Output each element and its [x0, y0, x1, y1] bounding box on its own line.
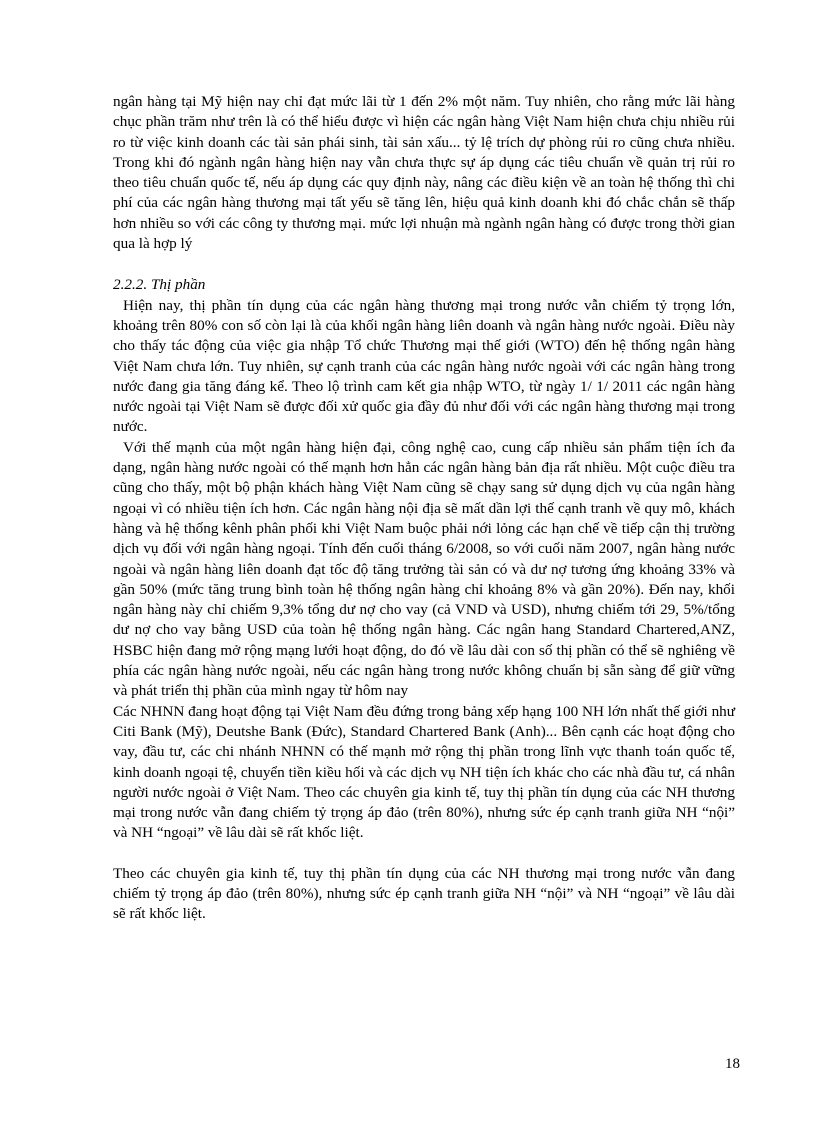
- paragraph-foreign-bank-branches: Các NHNN đang hoạt động tại Việt Nam đều đứng trong bảng xếp hạng 100 NH lớn nhất thế giới như Citi Bank (Mỹ), Deutshe Bank (Đức), Standard Chartered Bank (Anh)... Bên cạnh các hoạt động cho vay, đầu tư, các chi nhánh NHNN có thế mạnh mở rộng thị phần trong lĩnh vực thanh toán quốc tế, kinh doanh ngoại tệ, chuyển tiền kiều hối và các dịch vụ NH tiện ích khác cho các nhà đầu tư, cá nhân người nước ngoài ở Việt Nam. Theo các chuyên gia kinh tế, tuy thị phần tín dụng của các NH thương mại trong nước vẫn đang chiếm tỷ trọng áp đảo (trên 80%), nhưng sức ép cạnh tranh giữa NH “nội” và NH “ngoại” về lâu dài sẽ rất khốc liệt.: [113, 702, 735, 842]
- paragraph-bank-profit: ngân hàng tại Mỹ hiện nay chỉ đạt mức lãi từ 1 đến 2% một năm. Tuy nhiên, cho rằng mức lãi hàng chục phần trăm như trên là có thể hiểu được vì hiện các ngân hàng Việt Nam hiện chưa chịu nhiều rủi ro từ việc kinh doanh các tài sản phái sinh, tài sản xấu... tỷ lệ trích dự phòng rủi ro cũng chưa nhiều. Trong khi đó ngành ngân hàng hiện nay vẫn chưa thực sự áp dụng các tiêu chuẩn về quản trị rủi ro theo tiêu chuẩn quốc tế, nếu áp dụng các quy định này, nâng các điều kiện về an toàn hệ thống thì chi phí của các ngân hàng thương mại tất yếu sẽ tăng lên, hiệu quả kinh doanh khi đó chắc chắn sẽ thấp hơn nhiều so với các công ty thương mại. mức lợi nhuận mà ngành ngân hàng có được trong thời gian qua là hợp lý: [113, 93, 735, 253]
- document-body: [113, 92, 735, 925]
- paragraph-conclusion: Theo các chuyên gia kinh tế, tuy thị phần tín dụng của các NH thương mại trong nước vẫn đang chiếm tỷ trọng áp đảo (trên 80%), nhưng sức ép cạnh tranh giữa NH “nội” và NH “ngoại” về lâu dài sẽ rất khốc liệt.: [113, 864, 735, 923]
- section-heading: 2.2.2. Thị phần: [113, 276, 206, 294]
- paragraph-foreign-banks: Với thế mạnh của một ngân hàng hiện đại, công nghệ cao, cung cấp nhiều sản phẩm tiện ích đa dạng, ngân hàng nước ngoài có thế mạnh hơn hẳn các ngân hàng bản địa rất nhiều. Một cuộc điều tra cũng cho thấy, một bộ phận khách hàng Việt Nam cũng sẽ chạy sang sử dụng dịch vụ của ngân hàng ngoại vì có nhiều tiện ích hơn. Các ngân hàng nội địa sẽ mất dần lợi thế cạnh tranh về quy mô, khách hàng và hệ thống kênh phân phối khi Việt Nam buộc phải nới lỏng các hạn chế về tiếp cận thị trường dịch vụ đối với ngân hàng ngoại. Tính đến cuối tháng 6/2008, so với cuối năm 2007, ngân hàng nước ngoài và ngân hàng liên doanh đạt tốc độ tăng trưởng tài sản có và dư nợ tương ứng khoảng 33% và gần 50% (mức tăng trung bình toàn hệ thống ngân hàng chỉ khoảng 8% và gần 20%). Đến nay, khối ngân hàng này chỉ chiếm 9,3% tổng dư nợ cho vay (cả VND và USD), nhưng chiếm tới 29, 5%/tổng dư nợ cho vay bằng USD của toàn hệ thống ngân hàng. Các ngân hang Standard Chartered,ANZ, HSBC hiện đang mở rộng mạng lưới hoạt động, do đó về lâu dài con số thị phần có thể sẽ nghiêng về phía các ngân hàng nước ngoài, nếu các ngân hàng trong nước không chuẩn bị sẵn sàng để giữ vững và phát triển thị phần của mình ngay từ hôm nay: [113, 438, 735, 700]
- paragraph-market-share: Hiện nay, thị phần tín dụng của các ngân hàng thương mại trong nước vẫn chiếm tỷ trọng lớn, khoảng trên 80% con số còn lại là của khối ngân hàng liên doanh và ngân hàng nước ngoài. Điều này cho thấy tác động của việc gia nhập Tổ chức Thương mại thế giới (WTO) đến hệ thống ngân hàng Việt Nam chưa lớn. Tuy nhiên, sự cạnh tranh của các ngân hàng nước ngoài với các ngân hàng trong nước đang gia tăng đáng kể. Theo lộ trình cam kết gia nhập WTO, từ ngày 1/ 1/ 2011 các ngân hàng nước ngoài tại Việt Nam sẽ được đối xử quốc gia đầy đủ như đối với các ngân hàng thương mại trong nước.: [113, 296, 735, 436]
- page-number: 18: [725, 1056, 740, 1072]
